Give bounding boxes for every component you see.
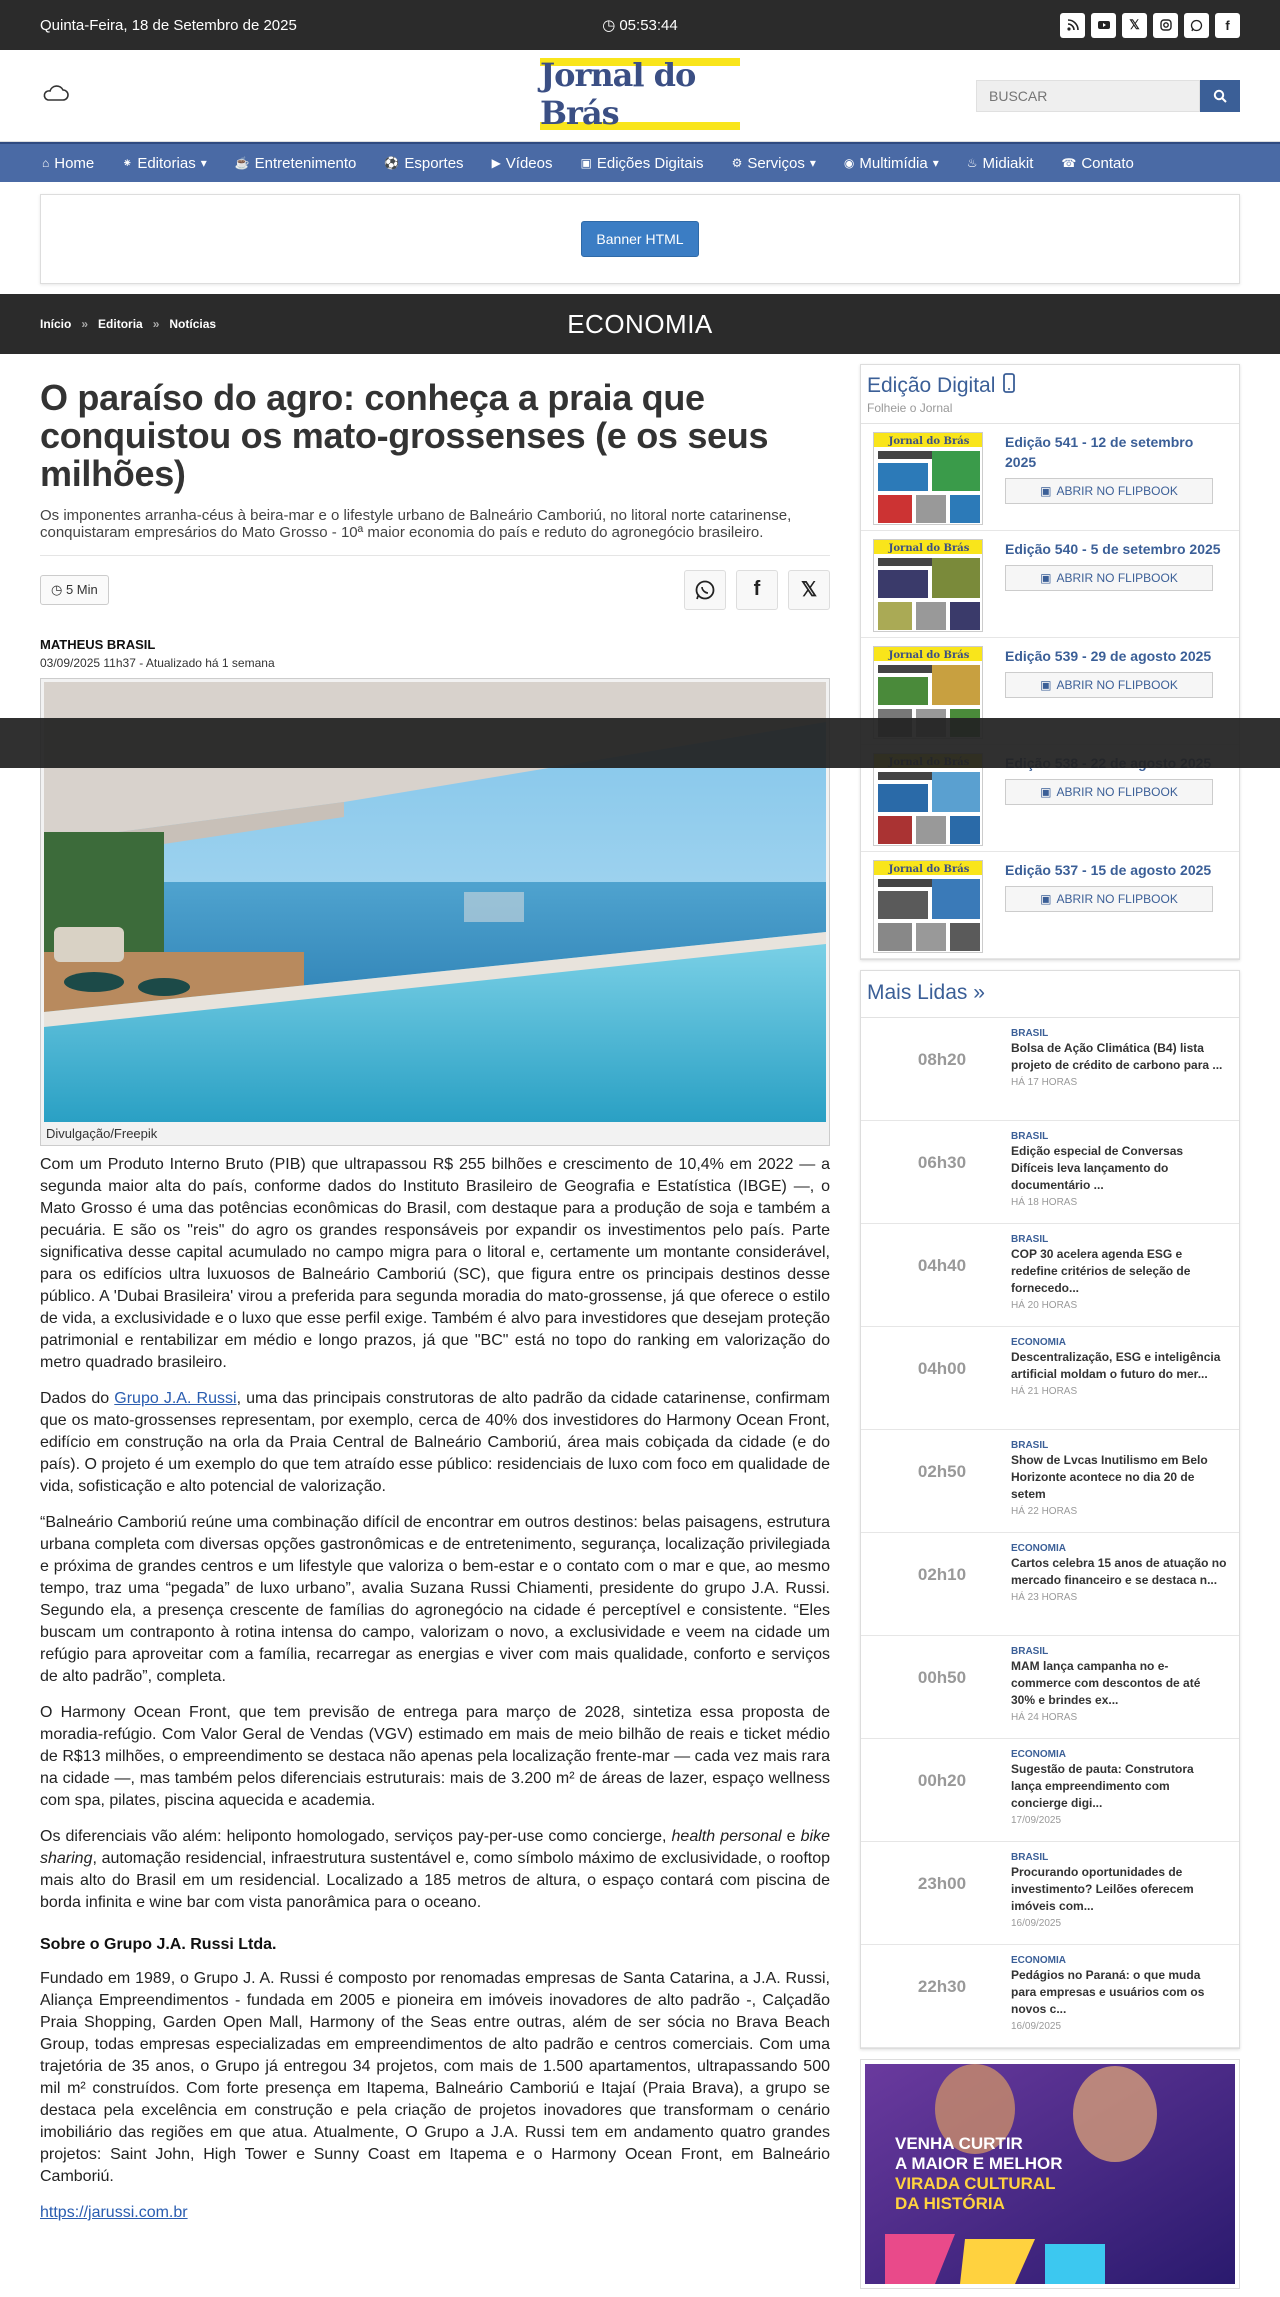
x-icon: 𝕏 bbox=[800, 579, 818, 601]
mais-lidas-item[interactable] bbox=[861, 1327, 1239, 1430]
mobile-icon bbox=[1003, 373, 1015, 399]
mais-lidas-item[interactable] bbox=[861, 1224, 1239, 1327]
lidas-time: 02h50 bbox=[917, 1462, 967, 1481]
ball-icon: ⚽ bbox=[384, 156, 400, 170]
edition-cover[interactable] bbox=[873, 539, 983, 632]
sidebar bbox=[860, 354, 1240, 2289]
whatsapp-icon bbox=[694, 579, 716, 601]
promo-banner[interactable] bbox=[860, 2059, 1240, 2289]
lidas-time: 00h20 bbox=[917, 1771, 967, 1790]
lidas-ago: HÁ 18 HORAS bbox=[1011, 1197, 1078, 1208]
file-icon: ▣ bbox=[1040, 678, 1052, 692]
share-buttons bbox=[684, 570, 830, 610]
lidas-title[interactable]: Cartos celebra 15 anos de atuação no mercado financeiro e se destaca n... bbox=[1011, 1556, 1227, 1587]
mais-lidas-title[interactable]: Mais Lidas » bbox=[867, 981, 985, 1004]
bell-icon: ♨ bbox=[966, 156, 978, 170]
edition-title[interactable]: Edição 541 - 12 de setembro 2025 bbox=[1005, 434, 1194, 470]
paragraph-5: Os diferenciais vão além: heliponto homologado, serviços pay-per-use como concierge, health personal e bike sharing, automação residencial, infraestrutura sustentável e, como símbolo máximo de exclusividade, o rooftop mais alto do Brasil em um residencial. Localizado a 185 metros de altura, o espaço contará com piscina de borda infinita e wine bar com vista panorâmica para o oceano. bbox=[40, 1828, 830, 1911]
banner-area bbox=[40, 194, 1240, 284]
article-author: MATHEUS BRASIL bbox=[40, 637, 156, 652]
editions-list bbox=[861, 424, 1239, 959]
site-logo[interactable] bbox=[540, 58, 740, 130]
facebook-icon[interactable]: f bbox=[1215, 13, 1240, 38]
paragraph-3: “Balneário Camboriú reúne uma combinação difícil de encontrar em outros destinos: belas paisagens, estrutura urbana completa com diversas opções gastronômicas e de entretenimento, segurança, localização privilegiada e próxima de grandes centros e um lifestyle que valoriza o bem-estar e o contato com o mar e que, ao mesmo tempo, traz uma “pegada” de luxo urbano”, avalia Suzana Russi Chiamenti, presidente do grupo J.A. Russi. Segundo ela, a presença crescente de famílias do agronegócio na cidade é perceptível e consistente. “Eles buscam um contraponto à rotina intensa do campo, valorizam o novo, a exclusividade e veem na cidade um refúgio para aproveitar com a família, recarregar as energias e viver com mais qualidade, conforto e serviços de alto padrão”, completa. bbox=[40, 1514, 830, 1685]
lidas-ago: HÁ 17 HORAS bbox=[1011, 1077, 1078, 1088]
open-flipbook-button[interactable]: ▣ ABRIR NO FLIPBOOK bbox=[1005, 886, 1213, 912]
edition-cover[interactable] bbox=[873, 860, 983, 953]
logo-text: Jornal do Brás bbox=[540, 56, 696, 132]
svg-text:A MAIOR E MELHOR: A MAIOR E MELHOR bbox=[895, 2154, 1063, 2173]
article-subhead: Os imponentes arranha-céus à beira-mar e o lifestyle urbano de Balneário Camboriú, no litoral norte catarinense, conquistaram empresários do Mato Grosso - 10ª maior economia do país e reduto do agronegócio brasileiro. bbox=[40, 507, 792, 541]
lidas-time: 04h00 bbox=[917, 1359, 967, 1378]
lidas-category: BRASIL bbox=[1011, 1131, 1049, 1142]
edition-item bbox=[861, 531, 1239, 638]
banner-button[interactable]: Banner HTML bbox=[581, 221, 698, 257]
lidas-time: 00h50 bbox=[917, 1668, 967, 1687]
nav-esportes[interactable]: ⚽ Esportes bbox=[384, 154, 464, 172]
cover-masthead: Jornal do Brás bbox=[888, 436, 970, 447]
camera-icon: ◉ bbox=[843, 156, 855, 170]
lidas-title[interactable]: Show de Lvcas Inutilismo em Belo Horizonte acontece no dia 20 de setem bbox=[1011, 1453, 1208, 1501]
mais-lidas-list bbox=[861, 1018, 1239, 2048]
nav-servicos[interactable]: ⚙ Serviços ▾ bbox=[731, 154, 816, 172]
coffee-icon: ☕ bbox=[234, 156, 250, 170]
open-flipbook-button[interactable]: ▣ ABRIR NO FLIPBOOK bbox=[1005, 565, 1213, 591]
svg-text:VENHA CURTIR: VENHA CURTIR bbox=[895, 2134, 1023, 2153]
breadcrumb-noticias[interactable]: Notícias bbox=[169, 317, 217, 331]
rss-icon: ⁕ bbox=[122, 156, 133, 170]
share-facebook-button[interactable] bbox=[736, 570, 778, 610]
clock-icon: ◷ bbox=[602, 17, 616, 34]
edition-title[interactable]: Edição 539 - 29 de agosto 2025 bbox=[1005, 648, 1212, 664]
lidas-title[interactable]: COP 30 acelera agenda ESG e redefine critérios de seleção de fornecedo... bbox=[1011, 1247, 1191, 1295]
mais-lidas-item[interactable] bbox=[861, 1121, 1239, 1224]
lidas-time: 23h00 bbox=[917, 1874, 967, 1893]
breadcrumb bbox=[40, 317, 216, 331]
mais-lidas-item[interactable] bbox=[861, 1945, 1239, 2048]
file-icon: ▣ bbox=[580, 156, 592, 170]
mais-lidas-item[interactable] bbox=[861, 1430, 1239, 1533]
cover-masthead: Jornal do Brás bbox=[888, 650, 970, 661]
lidas-ago: 16/09/2025 bbox=[1011, 2021, 1062, 2032]
lidas-title[interactable]: Edição especial de Conversas Difíceis leva lançamento do documentário ... bbox=[1011, 1144, 1184, 1192]
lidas-category: BRASIL bbox=[1011, 1852, 1049, 1863]
article-date: 03/09/2025 11h37 - Atualizado há 1 semana bbox=[40, 656, 275, 670]
lidas-ago: HÁ 20 HORAS bbox=[1011, 1300, 1078, 1311]
breadcrumb-editoria[interactable]: Editoria bbox=[98, 317, 143, 331]
lidas-category: BRASIL bbox=[1011, 1646, 1049, 1657]
article-headline: O paraíso do agro: conheça a praia que conquistou os mato-grossenses (e os seus milhões) bbox=[40, 377, 769, 494]
gear-icon: ⚙ bbox=[731, 156, 743, 170]
share-row bbox=[40, 555, 830, 613]
lidas-title[interactable]: Procurando oportunidades de investimento? Leilões oferecem imóveis com... bbox=[1011, 1865, 1194, 1913]
lidas-ago: HÁ 23 HORAS bbox=[1011, 1592, 1078, 1603]
lidas-category: ECONOMIA bbox=[1011, 1543, 1066, 1554]
nav-videos[interactable]: ▶ Vídeos bbox=[491, 154, 553, 172]
section-bar bbox=[0, 294, 1280, 354]
mais-lidas-item[interactable] bbox=[861, 1636, 1239, 1739]
nav-home[interactable]: ⌂ Home bbox=[42, 154, 95, 172]
search-form bbox=[976, 80, 1240, 112]
edition-title[interactable]: Edição 540 - 5 de setembro 2025 bbox=[1005, 541, 1221, 557]
facebook-icon: f bbox=[753, 578, 761, 600]
current-date: Quinta-Feira, 18 de Setembro de 2025 bbox=[40, 16, 297, 34]
search-button[interactable] bbox=[1200, 80, 1240, 112]
phone-icon: ☎ bbox=[1061, 156, 1077, 170]
nav-contato[interactable]: ☎ Contato bbox=[1061, 154, 1134, 172]
photo-caption: Divulgação/Freepik bbox=[46, 1126, 158, 1141]
file-icon: ▣ bbox=[1040, 571, 1052, 585]
nav-edicoes-digitais[interactable]: ▣ Edições Digitais bbox=[580, 154, 704, 172]
paragraph-6: Fundado em 1989, o Grupo J. A. Russi é composto por renomadas empresas de Santa Catarina, a J.A. Russi, Aliança Empreendimentos - fundada em 2005 e pioneira em imóveis inovadores de alto padrão -, Calçadão Praia Shopping, Garden Open Mall, Harmony of the Seas entre outras, além de ser sócia no Brava Beach Group, todas empresas especializadas em empreendimentos de alto padrão e centros comerciais. Com uma trajetória de 35 anos, o Grupo já entregou 34 projetos, com mais de 1.500 apartamentos, ultrapassando 500 mil m² construídos. Com forte presença em Itapema, Balneário Camboriú e Itajaí (Praia Brava), a grupo se destaca pela excelência em construção e pela criação de projetos inovadores que transformam o cenário imobiliário das regiões em que atua. Atualmente, O Grupo a J.A. Russi tem em andamento quatro grandes projetos: Saint John, High Tower e Sunny Coast em Itapema e o Harmony Ocean Front, em Balneário Camboriú. bbox=[40, 1970, 830, 2185]
svg-text:VIRADA CULTURAL: VIRADA CULTURAL bbox=[895, 2174, 1056, 2193]
edicao-digital-box bbox=[860, 364, 1240, 960]
mais-lidas-item[interactable] bbox=[861, 1842, 1239, 1945]
edition-title[interactable]: Edição 537 - 15 de agosto 2025 bbox=[1005, 862, 1212, 878]
lidas-category: BRASIL bbox=[1011, 1028, 1049, 1039]
lidas-time: 08h20 bbox=[917, 1050, 967, 1069]
lidas-title[interactable]: Sugestão de pauta: Construtora lança empreendimento com concierge digi... bbox=[1011, 1762, 1194, 1810]
open-flipbook-button[interactable]: ▣ ABRIR NO FLIPBOOK bbox=[1005, 779, 1213, 805]
edicao-digital-subtitle: Folheie o Jornal bbox=[867, 401, 953, 415]
search-icon bbox=[1213, 89, 1227, 103]
caret-down-icon: ▾ bbox=[200, 156, 207, 170]
lidas-ago: HÁ 22 HORAS bbox=[1011, 1506, 1078, 1517]
edition-item bbox=[861, 424, 1239, 531]
floating-overlay-bar bbox=[0, 718, 1280, 768]
lidas-ago: 17/09/2025 bbox=[1011, 1815, 1062, 1826]
clock bbox=[0, 16, 1280, 34]
lidas-time: 02h10 bbox=[917, 1565, 967, 1584]
chevron-right-icon: » bbox=[81, 317, 89, 331]
paragraph-2: Dados do Grupo J.A. Russi, uma das principais construtoras de alto padrão da cidade catarinense, confirmam que os mato-grossenses representam, por exemplo, cerca de 40% dos investidores do Harmony Ocean Front, edifício em construção na orla da Praia Central de Balneário Camboriú, área mais cobiçada da cidade (e do país). O projeto é um exemplo do que tem atraído esse público: residenciais de luxo com foco em qualidade de vida, sofisticação e alto potencial de valorização. bbox=[40, 1390, 831, 1495]
external-link[interactable]: https://jarussi.com.br bbox=[40, 2204, 188, 2221]
open-flipbook-button[interactable]: ▣ ABRIR NO FLIPBOOK bbox=[1005, 478, 1213, 504]
top-bar bbox=[0, 0, 1280, 50]
clock-icon: ◷ bbox=[51, 581, 63, 597]
current-time: 05:53:44 bbox=[619, 16, 678, 34]
nav-multimidia[interactable]: ◉ Multimídia ▾ bbox=[843, 154, 939, 172]
file-icon: ▣ bbox=[1040, 892, 1052, 906]
share-whatsapp-button[interactable] bbox=[684, 570, 726, 610]
nav-editorias[interactable]: ⁕ Editorias ▾ bbox=[122, 154, 207, 172]
play-icon: ▶ bbox=[491, 156, 501, 170]
lidas-time: 06h30 bbox=[917, 1153, 967, 1172]
main-nav bbox=[0, 142, 1280, 182]
nav-midiakit[interactable]: ♨ Midiakit bbox=[966, 154, 1034, 172]
nav-entretenimento[interactable]: ☕ Entretenimento bbox=[234, 154, 357, 172]
home-icon: ⌂ bbox=[42, 156, 50, 170]
mais-lidas-item[interactable] bbox=[861, 1018, 1239, 1121]
lidas-ago: 16/09/2025 bbox=[1011, 1918, 1062, 1929]
cover-masthead: Jornal do Brás bbox=[888, 864, 970, 875]
lidas-time: 04h40 bbox=[917, 1256, 967, 1275]
lidas-title[interactable]: Bolsa de Ação Climática (B4) lista projeto de crédito de carbono para ... bbox=[1011, 1041, 1223, 1072]
article bbox=[40, 354, 830, 2289]
lidas-category: BRASIL bbox=[1011, 1440, 1049, 1451]
lidas-category: BRASIL bbox=[1011, 1234, 1049, 1245]
lidas-title[interactable]: Pedágios no Paraná: o que muda para empresas e usuários com os novos c... bbox=[1011, 1968, 1205, 2016]
lidas-time: 22h30 bbox=[917, 1977, 967, 1996]
lidas-category: ECONOMIA bbox=[1011, 1337, 1066, 1348]
caret-down-icon: ▾ bbox=[932, 156, 939, 170]
lidas-title[interactable]: Descentralização, ESG e inteligência artificial moldam o futuro do mer... bbox=[1011, 1350, 1221, 1381]
grupo-russi-link[interactable]: Grupo J.A. Russi bbox=[114, 1390, 237, 1407]
lidas-ago: HÁ 24 HORAS bbox=[1011, 1712, 1078, 1723]
edition-cover[interactable] bbox=[873, 432, 983, 525]
edicao-digital-title: Edição Digital bbox=[867, 374, 996, 397]
subheading-about: Sobre o Grupo J.A. Russi Ltda. bbox=[40, 1936, 277, 1953]
site-header bbox=[0, 50, 1280, 142]
lidas-category: ECONOMIA bbox=[1011, 1955, 1066, 1966]
paragraph-4: O Harmony Ocean Front, que tem previsão de entrega para março de 2028, sintetiza essa proposta de moradia-refúgio. Com Valor Geral de Vendas (VGV) estimado em mais de meio bilhão de reais e ticket médio de R$13 milhões, o empreendimento se destaca não apenas pela localização frente-mar — cada vez mais rara na cidade —, mas também pelos diferenciais estruturais: mais de 3.200 m² de áreas de lazer, espaço wellness com spa, pilates, piscina aquecida e academia. bbox=[40, 1704, 830, 1809]
file-icon: ▣ bbox=[1040, 785, 1052, 799]
open-flipbook-button[interactable]: ▣ ABRIR NO FLIPBOOK bbox=[1005, 672, 1213, 698]
lidas-category: ECONOMIA bbox=[1011, 1749, 1066, 1760]
file-icon: ▣ bbox=[1040, 484, 1052, 498]
main-content bbox=[0, 354, 1280, 2289]
cover-masthead: Jornal do Brás bbox=[888, 543, 970, 554]
caret-down-icon: ▾ bbox=[809, 156, 816, 170]
lidas-ago: HÁ 21 HORAS bbox=[1011, 1386, 1078, 1397]
section-title: ECONOMIA bbox=[567, 308, 713, 339]
search-input[interactable] bbox=[976, 80, 1200, 112]
mais-lidas-box bbox=[860, 970, 1240, 2049]
mais-lidas-item[interactable] bbox=[861, 1533, 1239, 1636]
chevron-right-icon: » bbox=[152, 317, 160, 331]
x-icon[interactable]: 𝕏 bbox=[1122, 13, 1147, 38]
mais-lidas-item[interactable] bbox=[861, 1739, 1239, 1842]
lidas-title[interactable]: MAM lança campanha no e-commerce com descontos de até 30% e brindes ex... bbox=[1011, 1659, 1201, 1707]
breadcrumb-inicio[interactable]: Início bbox=[40, 317, 72, 331]
weather-cloud-icon bbox=[40, 83, 70, 108]
share-x-button[interactable] bbox=[788, 570, 830, 610]
paragraph-1: Com um Produto Interno Bruto (PIB) que ultrapassou R$ 255 bilhões e crescimento de 10,4% em 2022 — a segunda maior alta do país, conforme dados do Instituto Brasileiro de Geografia e Estatística (IBGE) —, o Mato Grosso é uma das potências econômicas do Brasil, com destaque para a produção de soja e também a pecuária. E são os "reis" do agro os grandes responsáveis por expandir os investimentos pelo país. Parte significativa desse capital acumulado no campo migra para o litoral e, certamente um montante considerável, para os edifícios ultra luxuosos de Balneário Camboriú (SC), que figura entre os principais destinos desse público. A 'Dubai Brasileira' virou a preferida para segunda moradia do mato-grossense, já que oferece o estilo de vida, a exclusividade e o luxo que esse perfil exige. Também é alvo para investidores que desejam proteção patrimonial e rentabilizar em médio e longo prazos, já que "BC" está no topo do ranking em valorização do metro quadrado brasileiro. bbox=[40, 1156, 830, 1371]
edition-item bbox=[861, 852, 1239, 959]
article-body bbox=[40, 1154, 830, 2224]
svg-text:DA HISTÓRIA: DA HISTÓRIA bbox=[895, 2194, 1005, 2213]
virada-cultural-ad bbox=[865, 2064, 1235, 2284]
read-time-badge: ◷ 5 Min bbox=[40, 575, 109, 605]
